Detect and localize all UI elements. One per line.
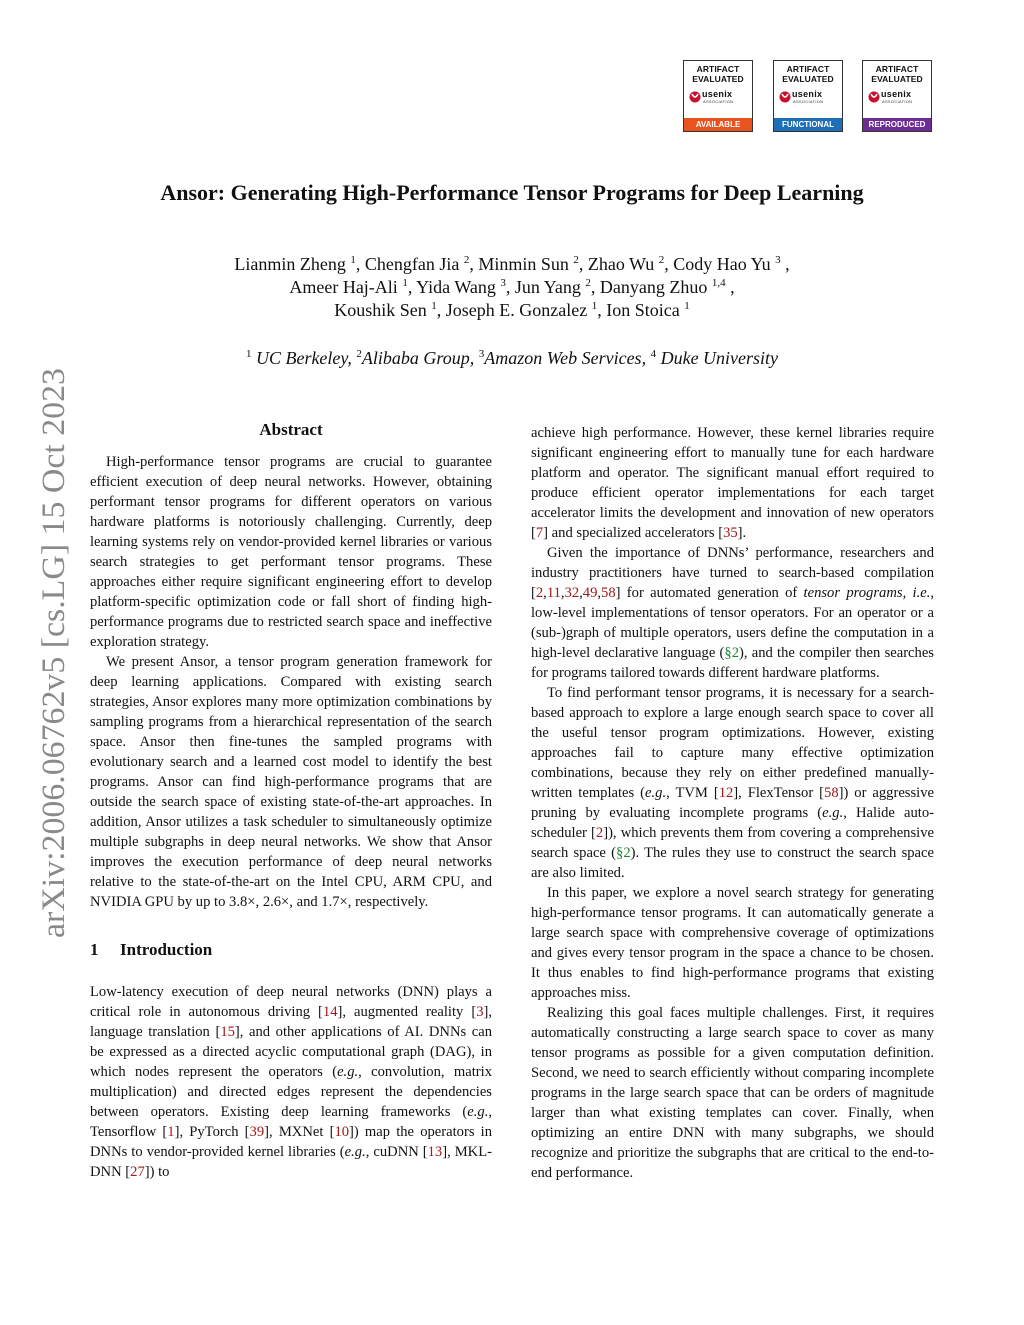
section-crossref-link[interactable]: §2 xyxy=(616,845,631,861)
arxiv-identifier-stamp xyxy=(24,365,84,940)
section-title: Introduction xyxy=(120,940,213,959)
citation-link[interactable]: 13 xyxy=(427,1144,443,1160)
intro-paragraph-2: Given the importance of DNNs’ performance, researchers and industry practitioners have turned to search-based compilation [2,11,32,49,58] for automated generation of tensor programs, i.e., low-level implementations of tensor operators. For an operator or a (sub-)graph of multiple operators, users define the computation in a high-level declarative language (§2), and the compiler then searches for programs tailored towards different hardware platforms. xyxy=(531,545,935,681)
section-crossref-link[interactable]: §2 xyxy=(724,645,739,661)
citation-link[interactable]: 15 xyxy=(220,1024,235,1040)
badge-status: FUNCTIONAL xyxy=(774,118,842,131)
intro-paragraph-5: Realizing this goal faces multiple challenges. First, it requires automatically constructing a large search space to cover as many tensor programs as possible for a given computation definition. Second, we need to search efficiently without comparing incomplete programs in the large search space that can be orders of magnitude larger than what existing templates can cover. Finally, when optimizing an entire DNN with many subgraphs, we should recognize and prioritize the subgraphs that are critical to the end-to-end performance. xyxy=(531,1005,934,1181)
author-name: Ameer Haj-Ali xyxy=(289,277,398,297)
artifact-badges xyxy=(683,60,935,132)
citation-link[interactable]: 27 xyxy=(130,1164,145,1180)
author-name: Yida Wang xyxy=(416,277,496,297)
section-number: 1 xyxy=(90,940,99,959)
author-name: Danyang Zhuo xyxy=(599,277,708,297)
intro-paragraph-4: In this paper, we explore a novel search strategy for generating high-performance tensor programs. It can automatically generate a large search space with comprehensive coverage of optimizations and gives every tensor program in the space a chance to be chosen. It thus enables to find high-performance programs that existing approaches miss. xyxy=(531,885,934,1001)
usenix-icon xyxy=(779,91,791,103)
badge-status: REPRODUCED xyxy=(863,118,931,131)
citation-link[interactable]: 10 xyxy=(334,1124,350,1140)
author-list xyxy=(0,253,1024,322)
abstract-heading: Abstract xyxy=(259,420,323,439)
affiliation: Amazon Web Services, xyxy=(484,348,647,368)
citation-link[interactable]: 14 xyxy=(322,1004,338,1020)
badge-available xyxy=(683,60,753,132)
abstract-paragraph-2: We present Ansor, a tensor program generation framework for deep learning applications. Compared with existing search strategies, Ansor explores many more optimization combinations by sampling programs from a hierarchical representation of the search space. Ansor then fine-tunes the sampled programs with evolutionary search and a learned cost model to identify the best programs. Ansor can find high-performance programs that are outside the search space of existing state-of-the-art approaches. In addition, Ansor utilizes a task scheduler to simultaneously optimize multiple subgraphs in deep neural networks. We show that Ansor improves the execution performance of deep neural networks relative to the state-of-the-art on the Intel CPU, ARM CPU, and NVIDIA GPU by up to 3.8×, 2.6×, and 1.7×, respectively. xyxy=(90,654,492,910)
affiliation-line: $^1$ UC Berkeley, $^2$Alibaba Group, $^3$Amazon Web Services, $^4$ Duke University xyxy=(245,348,779,368)
author-line-2: Ameer Haj-Ali $^1$, Yida Wang $^3$, Jun Yang $^2$, Danyang Zhuo $^{1,4}$ , xyxy=(289,277,735,297)
author-name: Koushik Sen xyxy=(334,300,427,320)
intro-paragraph-3: To find performant tensor programs, it is necessary for a search-based approach to explore a large enough search space to cover all the useful tensor program optimizations. However, existing approaches fail to capture many effective optimization combinations, because they rely on either predefined manually-written templates (e.g., TVM [12], FlexTensor [58]) or aggressive pruning by evaluating incomplete programs (e.g., Halide auto-scheduler [2]), which prevents them from covering a comprehensive search space (§2). The rules they use to construct the search space are also limited. xyxy=(531,685,934,881)
author-name: Ion Stoica xyxy=(606,300,680,320)
badge-title: ARTIFACT EVALUATED xyxy=(871,64,923,84)
author-name: Jun Yang xyxy=(514,277,581,297)
citation-link[interactable]: 35 xyxy=(723,525,738,541)
citation-link[interactable]: 39 xyxy=(249,1124,265,1140)
badge-title: ARTIFACT EVALUATED xyxy=(782,64,834,84)
affiliation: Duke University xyxy=(660,348,779,368)
intro-paragraph-1-continued: achieve high performance. However, these kernel libraries require significant engineering effort to manually tune for each hardware platform and operator. The significant manual effort required to produce efficient operator implementations for each target accelerator limits the development and innovation of new operators [7] and specialized accelerators [35]. xyxy=(531,425,934,541)
usenix-icon xyxy=(689,91,701,103)
citation-link[interactable]: 49 xyxy=(582,585,598,601)
citation-link[interactable]: 32 xyxy=(564,585,580,601)
badge-status: AVAILABLE xyxy=(684,118,752,131)
author-name: Chengfan Jia xyxy=(364,254,460,274)
author-line-3: Koushik Sen $^1$, Joseph E. Gonzalez $^1$, Ion Stoica $^1$ xyxy=(334,300,690,320)
citation-link[interactable]: 58 xyxy=(601,585,616,601)
citation-link[interactable]: 12 xyxy=(718,785,734,801)
right-column xyxy=(531,423,934,1183)
author-name: Minmin Sun xyxy=(478,254,569,274)
author-name: Joseph E. Gonzalez xyxy=(445,300,588,320)
arxiv-identifier-text: arXiv:2006.06762v5 [cs.LG] 15 Oct 2023 xyxy=(36,382,72,938)
citation-link[interactable]: 7 xyxy=(535,525,544,541)
citation-link[interactable]: 3 xyxy=(476,1004,484,1020)
section-heading-introduction xyxy=(90,940,492,960)
usenix-icon xyxy=(868,91,880,103)
citation-link[interactable]: 58 xyxy=(824,785,839,801)
citation-link[interactable]: 2 xyxy=(595,825,604,841)
citation-link[interactable]: 2 xyxy=(535,585,544,601)
author-line-1: Lianmin Zheng $^1$, Chengfan Jia $^2$, Minmin Sun $^2$, Zhao Wu $^2$, Cody Hao Yu $^3$ , xyxy=(234,254,790,274)
author-name: Zhao Wu xyxy=(587,254,655,274)
badge-functional xyxy=(773,60,843,132)
usenix-logo: usenix ASSOCIATION xyxy=(868,89,926,105)
author-name: Cody Hao Yu xyxy=(673,254,771,274)
citation-link[interactable]: 11 xyxy=(546,585,561,601)
citation-link[interactable]: 1 xyxy=(167,1124,175,1140)
abstract-paragraph-1: High-performance tensor programs are crucial to guarantee efficient execution of deep neural networks. However, obtaining performant tensor programs for different operators on various hardware platforms is notoriously challenging. Currently, deep learning systems rely on vendor-provided kernel libraries or various search strategies to get performant tensor programs. These approaches either require significant engineering effort to develop platform-specific optimization code or fall short of finding high-performance programs due to restricted search space and ineffective exploration strategy. xyxy=(90,454,492,650)
author-name: Lianmin Zheng xyxy=(234,254,346,274)
affiliation: Alibaba Group, xyxy=(361,348,475,368)
intro-paragraph-1: Low-latency execution of deep neural networks (DNN) plays a critical role in autonomous driving [14], augmented reality [3], language translation [15], and other applications of AI. DNNs can be expressed as a directed acyclic computational graph (DAG), in which nodes represent the operators (e.g., convolution, matrix multiplication) and directed edges represent the dependencies between operators. Existing deep learning frameworks (e.g., Tensorflow [1], PyTorch [39], MXNet [10]) map the operators in DNNs to vendor-provided kernel libraries (e.g., cuDNN [13], MKL-DNN [27]) to xyxy=(90,984,493,1180)
usenix-logo: usenix ASSOCIATION xyxy=(779,89,837,105)
badge-title: ARTIFACT EVALUATED xyxy=(692,64,744,84)
affiliation: UC Berkeley, xyxy=(255,348,352,368)
usenix-logo: usenix ASSOCIATION xyxy=(689,89,747,105)
left-column xyxy=(90,420,492,1182)
badge-reproduced xyxy=(862,60,932,132)
paper-title: Ansor: Generating High-Performance Tensor Programs for Deep Learning xyxy=(160,180,864,205)
